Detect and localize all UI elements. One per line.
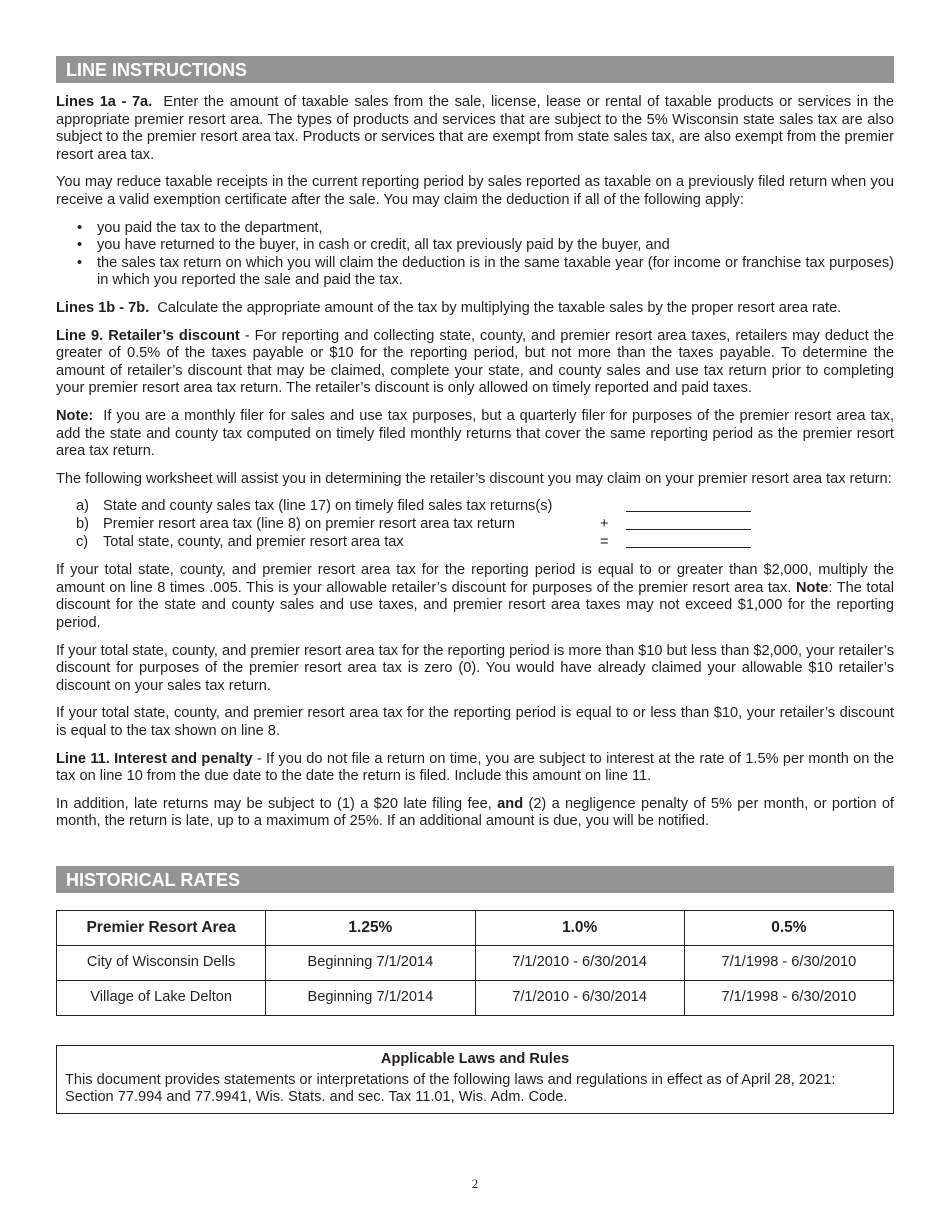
table-cell: City of Wisconsin Dells <box>57 946 266 981</box>
paragraph-text: If your total state, county, and premier resort area tax for the reporting period is equal to or greater than $2,000, multiply the amount on line 8 times .005. This is your allowable retailer’s discount for purposes of the premier resort area tax. <box>56 562 894 596</box>
paragraph-reduce-receipts: You may reduce taxable receipts in the current reporting period by sales reported as taxable on a previously filed return when you receive a valid exemption certificate after the sale. You may claim the deduction if all of the following apply: <box>56 174 894 208</box>
paragraph-label: Line 11. Interest and penalty <box>56 750 253 767</box>
worksheet-row-operator: + <box>600 516 609 533</box>
worksheet-entry-line[interactable] <box>626 547 751 548</box>
applicable-laws-box <box>56 1045 894 1114</box>
deduction-conditions-list <box>56 220 894 290</box>
paragraph-label: Note <box>795 579 829 596</box>
paragraph-over-2000 <box>56 562 894 632</box>
worksheet-row-label: c) <box>76 534 89 551</box>
column-header: 0.5% <box>684 911 893 946</box>
column-header: Premier Resort Area <box>57 911 266 946</box>
list-item <box>56 237 894 255</box>
worksheet-row-operator: = <box>600 534 609 551</box>
worksheet-row-text: Total state, county, and premier resort area tax <box>103 534 404 551</box>
worksheet-row-text: State and county sales tax (line 17) on timely filed sales tax returns(s) <box>103 498 553 515</box>
table-header-row <box>57 911 894 946</box>
paragraph-line-9 <box>56 328 894 398</box>
table-cell: 7/1/2010 - 6/30/2014 <box>475 946 684 981</box>
paragraph-label: Line 9. Retailer’s discount <box>56 327 240 344</box>
laws-text: This document provides statements or interpretations of the following laws and regulations in effect as of April 28, 2021: Section 77.994 and 77.9941, Wis. Stats. and sec. Tax 11.01, Wis. Adm. Code. <box>65 1071 836 1106</box>
list-item-text: the sales tax return on which you will claim the deduction is in the same taxable year (for income or franchise tax purposes) in which you reported the sale and paid the tax. <box>97 254 894 289</box>
worksheet-entry-line[interactable] <box>626 529 751 530</box>
list-item <box>56 220 894 238</box>
discount-worksheet <box>56 498 894 552</box>
paragraph-emphasis: and <box>497 795 524 812</box>
paragraph-lines-1b-7b <box>56 300 894 318</box>
table-cell: Village of Lake Delton <box>57 981 266 1016</box>
paragraph-text: Enter the amount of taxable sales from the sale, license, lease or rental of taxable products or services in the appropriate premier resort area. The types of products and services that are subject to the 5% Wisconsin state sales tax are also subject to the premier resort area tax. Products or services that are exempt from state sales tax, are also exempt from the premier resort area tax. <box>56 94 894 163</box>
paragraph-lines-1a-7a <box>56 94 894 164</box>
worksheet-row-label: b) <box>76 516 89 533</box>
list-item-text: you have returned to the buyer, in cash or credit, all tax previously paid by the buyer, and <box>97 237 670 254</box>
table-cell: 7/1/1998 - 6/30/2010 <box>684 981 893 1016</box>
worksheet-row-text: Premier resort area tax (line 8) on premier resort area tax return <box>103 516 516 533</box>
column-header: 1.0% <box>475 911 684 946</box>
document-page <box>56 56 894 1114</box>
worksheet-row <box>56 516 894 534</box>
paragraph-line-11 <box>56 751 894 786</box>
list-item <box>56 255 894 290</box>
paragraph-text: : The total discount for the state and county sales and use taxes, and premier resort area taxes may not exceed $1,000 for the reporting period. <box>56 579 894 632</box>
paragraph-label: Lines 1b - 7b. <box>56 299 150 316</box>
paragraph-text: - For reporting and collecting state, county, and premier resort area taxes, retailers may deduct the greater of 0.5% of the taxes payable or $10 for the reporting period, but not more than the taxes payable. To determine the amount of retailer’s discount that may be claimed, complete your state, and county sales and use tax return prior to completing your premier resort area tax return. The retailer’s discount is only allowed on timely reported and paid taxes. <box>56 327 894 397</box>
table-cell: 7/1/1998 - 6/30/2010 <box>684 946 893 981</box>
paragraph-text: If you are a monthly filer for sales and use tax purposes, but a quarterly filer for purposes of the premier resort area tax, add the state and county tax computed on timely filed monthly returns that cover the same reporting period as the premier resort area tax return. <box>56 407 894 460</box>
paragraph-text: Calculate the appropriate amount of the tax by multiplying the taxable sales by the proper resort area rate. <box>157 299 842 316</box>
paragraph-text: (2) a negligence penalty of 5% per month, or portion of month, the return is late, up to a maximum of 25%. If an additional amount is due, you will be notified. <box>56 795 894 830</box>
worksheet-row <box>56 498 894 516</box>
paragraph-label: Lines 1a - 7a. <box>56 94 153 110</box>
bullet-icon: • <box>77 254 83 271</box>
list-item-text: you paid the tax to the department, <box>97 219 323 236</box>
table-row <box>57 946 894 981</box>
worksheet-entry-line[interactable] <box>626 511 751 512</box>
worksheet-row-label: a) <box>76 498 89 515</box>
paragraph-under-10: If your total state, county, and premier resort area tax for the reporting period is equal to or less than $10, your retailer’s discount is equal to the tax shown on line 8. <box>56 705 894 740</box>
paragraph-10-to-2000: If your total state, county, and premier resort area tax for the reporting period is more than $10 but less than $2,000, your retailer’s discount for purposes of the premier resort area tax is zero (0). You would have already claimed your allowable $10 retailer’s discount on your sales tax return. <box>56 642 894 694</box>
table-row <box>57 981 894 1016</box>
paragraph-label: Note: <box>56 407 94 424</box>
page-number: 2 <box>471 1176 479 1191</box>
historical-rates-heading: HISTORICAL RATES <box>56 866 894 893</box>
paragraph-late-returns <box>56 796 894 831</box>
paragraph-worksheet-intro: The following worksheet will assist you in determining the retailer’s discount you may claim on your premier resort area tax return: <box>56 470 892 487</box>
historical-rates-table <box>56 910 894 1016</box>
bullet-icon: • <box>77 237 83 254</box>
worksheet-row <box>56 534 894 552</box>
line-instructions-heading: LINE INSTRUCTIONS <box>56 56 894 83</box>
bullet-icon: • <box>77 219 83 236</box>
paragraph-note <box>56 408 894 461</box>
table-cell: Beginning 7/1/2014 <box>266 981 475 1016</box>
laws-title: Applicable Laws and Rules <box>380 1051 570 1067</box>
column-header: 1.25% <box>266 911 475 946</box>
table-cell: 7/1/2010 - 6/30/2014 <box>475 981 684 1016</box>
paragraph-text: - If you do not file a return on time, you are subject to interest at the rate of 1.5% per month on the tax on line 10 from the due date to the date the return is filed. Include this amount on line 11. <box>56 750 894 785</box>
paragraph-text: In addition, late returns may be subject to (1) a $20 late filing fee, <box>56 795 492 812</box>
table-cell: Beginning 7/1/2014 <box>266 946 475 981</box>
